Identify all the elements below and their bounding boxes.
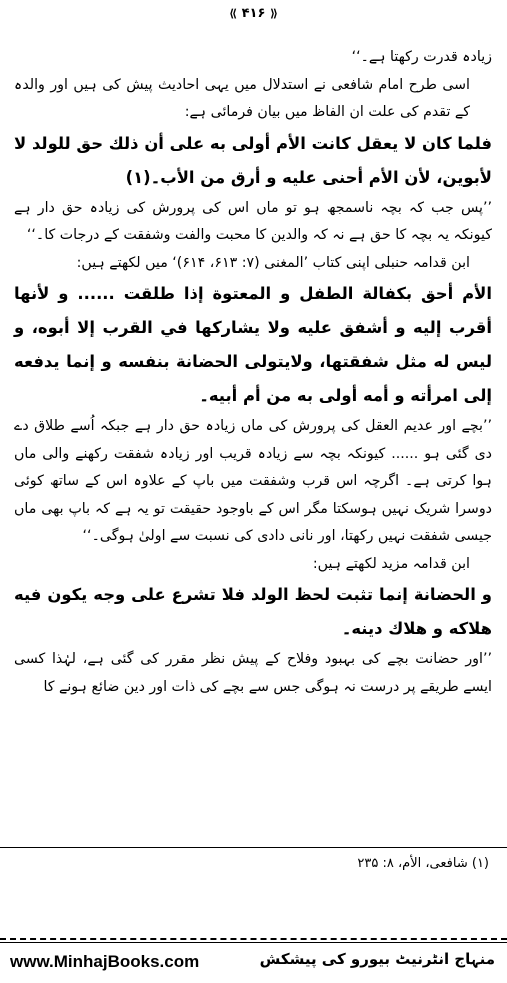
- footer-presenter-text: منہاج انٹرنیٹ بیورو کی پیشکش: [259, 950, 495, 968]
- footnote-divider: [0, 847, 507, 848]
- arabic-quote-shafii: فلما كان لا يعقل كانت الأم أولى به على أن ذلك حق للولد لا لأبوين، لأن الأم أحنى عليه و أرق من الأب۔(۱): [14, 133, 492, 187]
- footer-divider: [0, 942, 507, 943]
- footer-website-link[interactable]: www.MinhajBooks.com: [10, 952, 200, 971]
- footnote: (۱) شافعی، الأم، ۸: ۲۳۵: [357, 856, 489, 871]
- body-text: [14, 44, 492, 701]
- arabic-quote-mughni: الأم أحق بكفالة الطفل و المعتوة إذا طلقت ...... و لأنها أقرب إليه و أشفق عليه ولا يشاركها في القرب إلا أبوه، و ليس له مثل شفقتها، ولايتولى الحضانة بنفسه و إنما يدفعه إلى امرأته و أمه أولى به من أم أبيه۔: [14, 284, 492, 405]
- paragraph-ibn-qudama-intro: ابن قدامہ حنبلی اپنی کتاب ’المغنی (۷: ۶۱۳، ۶۱۴)‘ میں لکھتے ہیں:: [76, 254, 470, 271]
- page-number: [0, 6, 507, 21]
- footer-divider-dashed: [0, 938, 507, 940]
- paragraph-ibn-qudama-more: ابن قدامہ مزید لکھتے ہیں:: [312, 555, 470, 572]
- page-number-text: ۴۱۶: [241, 6, 266, 21]
- paragraph-imam-shafii-intro: اسی طرح امام شافعی نے استدلال میں یہی احادیث پیش کی ہیں اور والدہ کے تقدم کی علت ان الفاظ میں بیان فرمائی ہے:: [14, 76, 470, 120]
- arabic-quote-hadana: و الحضانة إنما تثبت لحظ الولد فلا تشرع على وجه يكون فيه هلاكه و هلاك دينه۔: [14, 585, 492, 638]
- ornament-left-icon: ⟪: [229, 7, 238, 20]
- urdu-translation-shafii: ’’پس جب کہ بچہ ناسمجھ ہو تو ماں اس کی پرورش کی زیادہ حق دار ہے کیونکہ یہ بچہ کا حق ہے نہ کہ والدین کا محبت والفت وشفقت کے درجات کا۔‘‘: [14, 199, 492, 243]
- paragraph-quote-end: زیادہ قدرت رکھتا ہے۔‘‘: [351, 49, 492, 65]
- ornament-right-icon: ⟫: [269, 7, 278, 20]
- urdu-translation-hadana: ’’اور حضانت بچے کی بہبود وفلاح کے پیش نظر مقرر کی گئی ہے، لہٰذا کسی ایسے طریقے پر درست نہ ہوگی جس سے بچے کی ذات اور دین ضائع ہونے کا: [14, 651, 492, 695]
- urdu-translation-mughni: ’’بچے اور عدیم العقل کی پرورش کی ماں زیادہ حق دار ہے جبکہ اُسے طلاق دے دی گئی ہو ...... کیونکہ بچہ سے زیادہ قریب اور زیادہ شفقت رکھنے والی ماں ہوا کرتی ہے۔ اگرچہ اس قرب وشفقت میں باپ کے علاوہ اس کے ساتھ کوئی دوسرا شریک نہیں ہوسکتا مگر اس کے باوجود حقیقت تو یہ ہے کہ باپ بھی ماں جیسی شفقت نہیں رکھتا، اور نانی دادی کی نسبت سے اولیٰ ہوگی۔‘‘: [14, 418, 492, 544]
